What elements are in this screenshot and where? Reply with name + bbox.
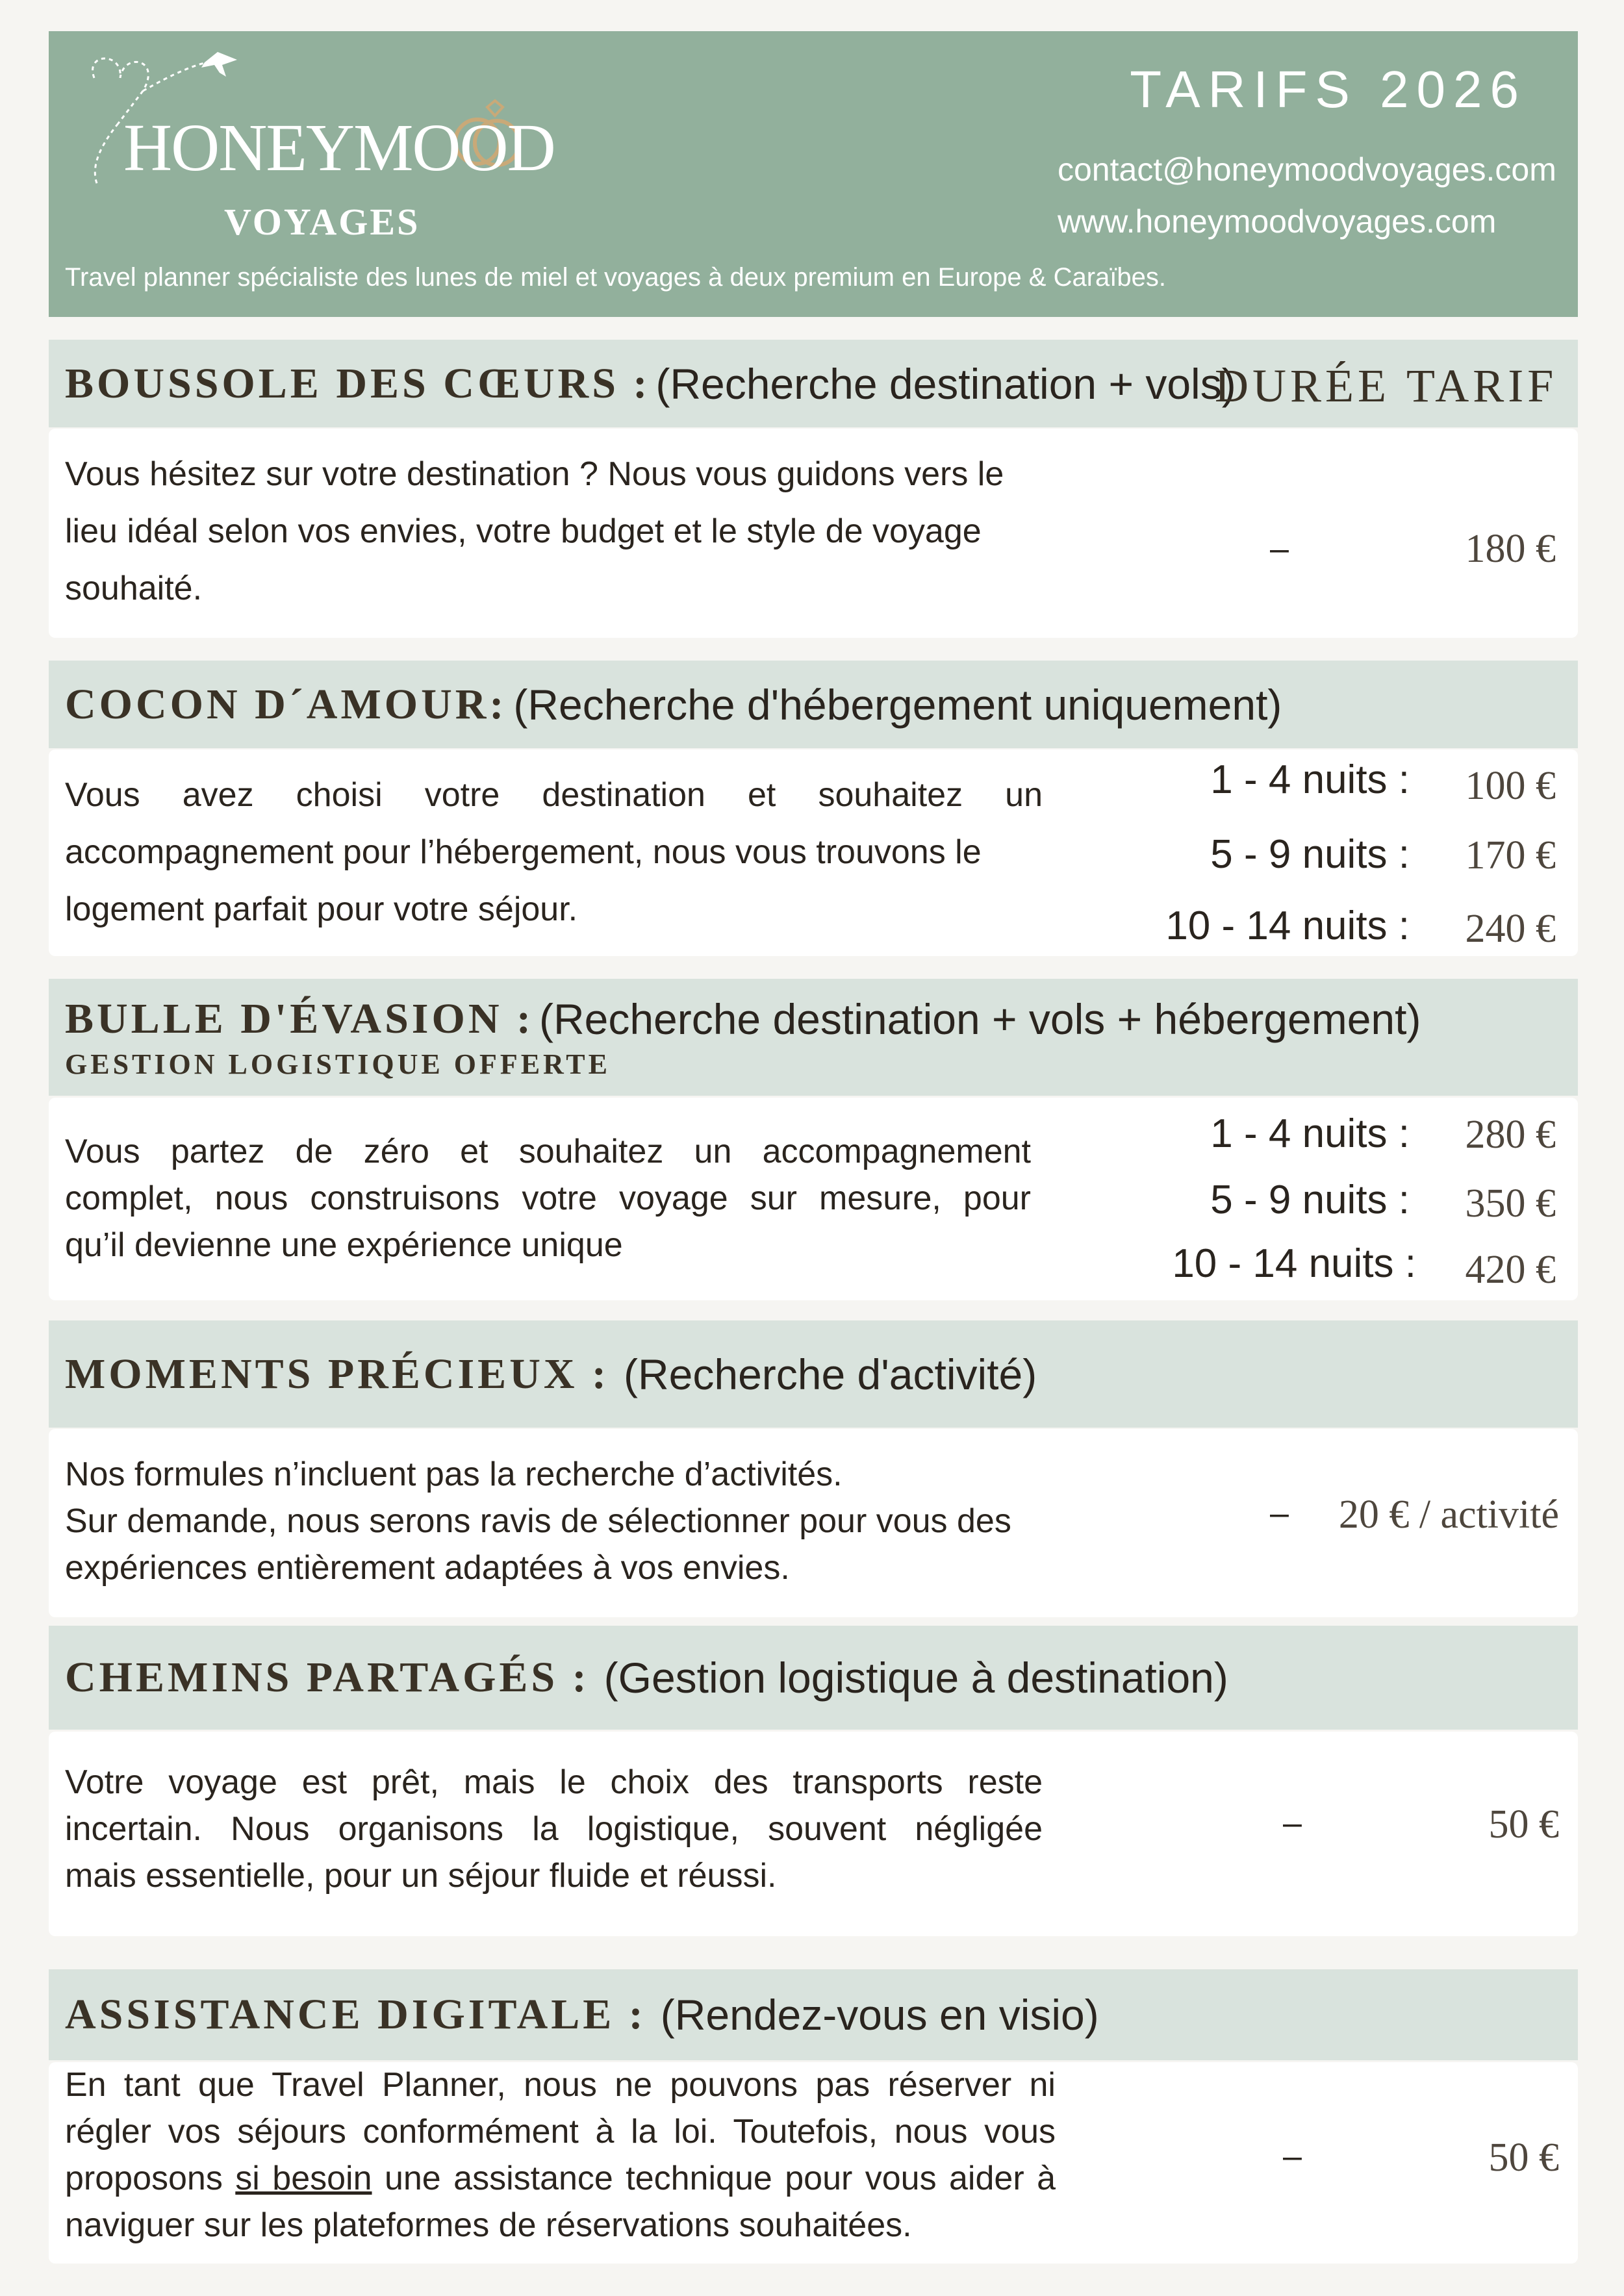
tier-nights: 1 - 4 nuits : [1210, 1111, 1410, 1156]
tier-price: 350 € [1465, 1181, 1556, 1226]
emphasis-text: si besoin [235, 2160, 372, 2197]
section-header-bulle [49, 979, 1578, 1096]
section-description: Votre voyage est prêt, mais le choix des transports reste incertain. Nous organisons la logistique, souvent négligée mais essentielle, pour un séjour fluide et réussi. [65, 1763, 1043, 1895]
section-subtitle: (Rendez-vous en visio) [660, 1991, 1099, 2039]
section-subtitle: (Recherche destination + vols + hébergement) [539, 994, 1421, 1043]
tier-price: 420 € [1465, 1248, 1556, 1292]
contact-email[interactable]: contact@honeymoodvoyages.com [1058, 151, 1556, 188]
section-note: GESTION LOGISTIQUE OFFERTE [65, 1048, 611, 1080]
section-subtitle: (Recherche d'activité) [624, 1350, 1037, 1398]
tier-nights: 10 - 14 nuits : [1172, 1241, 1416, 1286]
section-description: Nos formules n’incluent pas la recherche d’activités. Sur demande, nous serons ravis de sélectionner pour vous des expériences entièrement adaptées à vos envies. [65, 1456, 1011, 1587]
price-value: 50 € [1488, 1802, 1559, 1847]
brand-name: HONEYMOOD [123, 110, 555, 185]
section-subtitle: (Gestion logistique à destination) [603, 1654, 1228, 1702]
section-description: En tant que Travel Planner, nous ne pouvons pas réserver ni régler vos séjours conformément à la loi. Toutefois, nous vous proposons si besoin une assistance technique pour vous aider à naviguer sur les plateformes de réservations souhaitées. [65, 2066, 1056, 2244]
section-description: Vous partez de zéro et souhaitez un accompagnement complet, nous construisons votre voyage sur mesure, pour qu’il devienne une expérience unique [65, 1133, 1031, 1264]
price-value: 50 € [1488, 2136, 1559, 2180]
price-value: 20 € / activité [1338, 1493, 1559, 1537]
tier-price: 170 € [1465, 833, 1556, 877]
section-description: Vous hésitez sur votre destination ? Nous vous guidons vers le lieu idéal selon vos envies, votre budget et le style de voyage souhaité. [65, 455, 1004, 607]
tier-nights: 1 - 4 nuits : [1210, 757, 1410, 802]
brand-subtitle: VOYAGES [224, 201, 420, 243]
section-description: Vous avez choisi votre destination et souhaitez un accompagnement pour l’hébergement, nous vous trouvons le logement parfait pour votre séjour. [65, 776, 1043, 928]
tier-nights: 10 - 14 nuits : [1165, 903, 1410, 948]
page-title: TARIFS 2026 [1130, 60, 1527, 118]
section-title: BULLE D'ÉVASION : [65, 994, 534, 1042]
section-header-cocon [49, 661, 1578, 748]
tier-price: 100 € [1465, 764, 1556, 808]
tier-nights: 5 - 9 nuits : [1210, 1178, 1410, 1222]
section-header-moments [49, 1320, 1578, 1428]
tier-price: 240 € [1465, 907, 1556, 951]
contact-website[interactable]: www.honeymoodvoyages.com [1058, 203, 1497, 240]
section-header-chemins [49, 1626, 1578, 1730]
tier-nights: 5 - 9 nuits : [1210, 832, 1410, 877]
duration-value: – [1283, 2138, 1302, 2175]
section-title: COCON D´AMOUR: [65, 680, 507, 728]
section-title: MOMENTS PRÉCIEUX : [65, 1350, 610, 1398]
section-title: BOUSSOLE DES CŒURS : [65, 359, 651, 407]
section-subtitle: (Recherche destination + vols) [655, 359, 1236, 408]
duration-value: – [1270, 1495, 1289, 1532]
section-title: CHEMINS PARTAGÉS : [65, 1654, 590, 1701]
price-value: 180 € [1465, 527, 1556, 571]
section-subtitle: (Recherche d'hébergement uniquement) [513, 680, 1282, 729]
duration-value: – [1283, 1804, 1302, 1842]
duration-value: – [1270, 530, 1289, 568]
section-title: ASSISTANCE DIGITALE : [65, 1991, 646, 2038]
column-duration-header: DURÉE [1215, 360, 1390, 412]
tagline: Travel planner spécialiste des lunes de miel et voyages à deux premium en Europe & Caraïbes. [65, 263, 1166, 292]
section-header-assistance [49, 1969, 1578, 2060]
column-price-header: TARIF [1406, 360, 1558, 412]
tier-price: 280 € [1465, 1113, 1556, 1157]
